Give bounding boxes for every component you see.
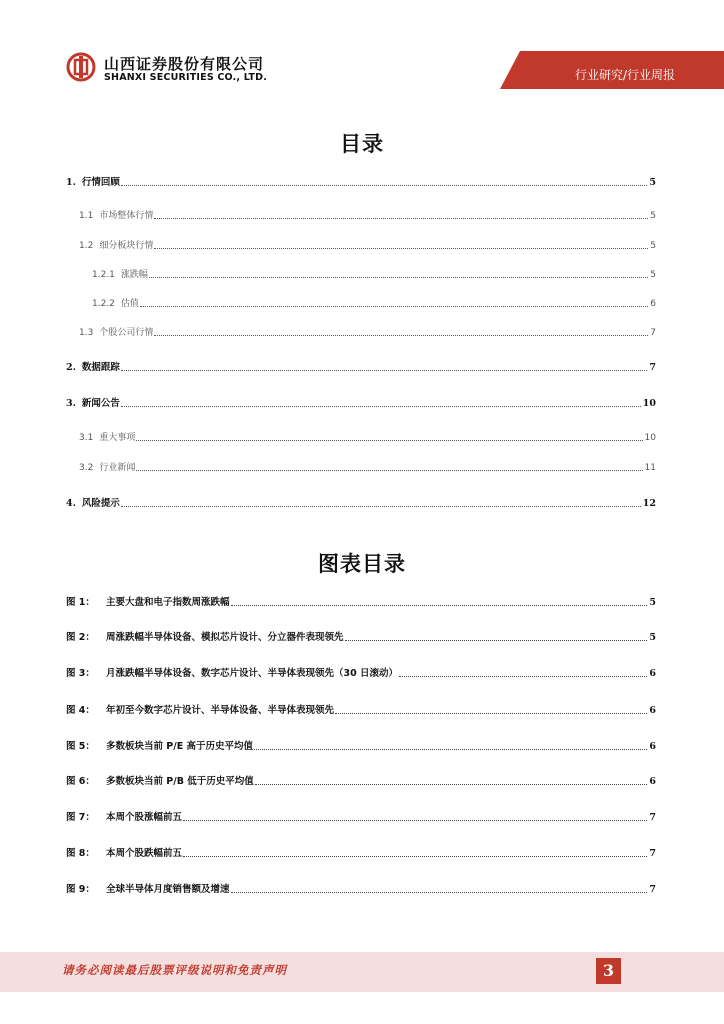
figure-page: 5	[649, 632, 656, 643]
toc-entry-number: 1.2.2	[92, 299, 115, 309]
toc-title: 目录	[340, 132, 384, 156]
toc-entry-number: 3.	[66, 398, 76, 409]
figure-number: 图 7：	[66, 812, 95, 823]
figures-toc-title: 图表目录	[318, 552, 406, 576]
toc-entry-label: 新闻公告	[81, 398, 120, 409]
figure-label: 本周个股跌幅前五	[106, 848, 183, 859]
page-number: 3	[596, 958, 621, 984]
toc-entry-label: 涨跌幅	[120, 270, 148, 280]
toc-entry[interactable]	[79, 430, 656, 444]
leader-dots	[231, 892, 648, 893]
toc-entry-label: 行业新闻	[99, 463, 136, 473]
toc-entry[interactable]	[79, 238, 656, 252]
toc-entry-number: 3.2	[79, 463, 94, 473]
figure-label: 多数板块当前 P/E 高于历史平均值	[106, 741, 254, 752]
toc-entry-number: 2.	[66, 362, 76, 373]
leader-dots	[255, 784, 648, 785]
leader-dots	[254, 749, 647, 750]
leader-dots	[140, 306, 648, 307]
toc-entry-page: 7	[649, 362, 656, 373]
leader-dots	[121, 370, 647, 371]
figure-number: 图 5：	[66, 741, 95, 752]
toc-entry-label: 个股公司行情	[99, 328, 154, 338]
toc-entry[interactable]	[79, 325, 656, 339]
toc-entry[interactable]	[92, 296, 656, 310]
company-name-en: SHANXI SECURITIES CO., LTD.	[104, 72, 268, 83]
report-type: 行业研究/行业周报	[574, 68, 675, 82]
leader-dots	[183, 820, 647, 821]
figure-label: 全球半导体月度销售额及增速	[106, 884, 230, 895]
toc-entry-page: 10	[642, 398, 656, 409]
toc-entry-number: 1.3	[79, 328, 94, 338]
leader-dots	[345, 640, 648, 641]
toc-entry-label: 数据跟踪	[81, 362, 120, 373]
figure-page: 6	[649, 668, 656, 679]
figure-page: 6	[649, 705, 656, 716]
toc-entry-page: 10	[644, 433, 656, 443]
figure-number: 图 8：	[66, 848, 95, 859]
toc-entry-label: 估值	[120, 299, 139, 309]
figure-page: 7	[649, 848, 656, 859]
figure-entry[interactable]	[66, 666, 656, 680]
toc-entry-label: 风险提示	[81, 498, 120, 509]
figure-label: 主要大盘和电子指数周涨跌幅	[106, 597, 230, 608]
leader-dots	[335, 713, 647, 714]
toc-entry[interactable]	[92, 267, 656, 281]
toc-entry[interactable]	[66, 360, 656, 374]
figure-number: 图 3：	[66, 668, 95, 679]
leader-dots	[154, 335, 648, 336]
toc-entry-label: 行情回顾	[81, 177, 120, 188]
toc-entry-page: 11	[644, 463, 656, 473]
figure-number: 图 4：	[66, 705, 95, 716]
figure-page: 7	[649, 884, 656, 895]
figure-number: 图 6：	[66, 776, 95, 787]
page-header	[0, 0, 724, 104]
figure-label: 年初至今数字芯片设计、半导体设备、半导体表现领先	[106, 705, 335, 716]
toc-entry[interactable]	[66, 175, 656, 189]
company-name-cn: 山西证券股份有限公司	[104, 55, 265, 73]
figure-entry[interactable]	[66, 810, 656, 824]
leader-dots	[399, 676, 647, 677]
toc-entry-page: 7	[650, 328, 656, 338]
toc-entry-number: 1.2	[79, 241, 94, 251]
toc-entry-number: 1.1	[79, 211, 94, 221]
toc-entry-number: 3.1	[79, 433, 94, 443]
toc-entry[interactable]	[79, 460, 656, 474]
toc-entry-label: 重大事项	[99, 433, 136, 443]
toc-entry-page: 5	[650, 270, 656, 280]
toc-entry-label: 市场整体行情	[99, 211, 154, 221]
figure-entry[interactable]	[66, 774, 656, 788]
shanxi-securities-logo-icon	[66, 52, 96, 82]
leader-dots	[154, 218, 648, 219]
toc-entry-number: 1.2.1	[92, 270, 115, 280]
figure-entry[interactable]	[66, 630, 656, 644]
figure-entry[interactable]	[66, 703, 656, 717]
leader-dots	[121, 406, 641, 407]
figure-label: 本周个股涨幅前五	[106, 812, 183, 823]
figure-page: 7	[649, 812, 656, 823]
toc-entry-label: 细分板块行情	[99, 241, 154, 251]
leader-dots	[154, 248, 648, 249]
figure-label: 多数板块当前 P/B 低于历史平均值	[106, 776, 254, 787]
figure-page: 6	[649, 776, 656, 787]
figure-number: 图 1：	[66, 597, 95, 608]
toc-entry[interactable]	[79, 208, 656, 222]
toc-entry-page: 5	[650, 211, 656, 221]
figure-label: 周涨跌幅半导体设备、模拟芯片设计、分立器件表现领先	[106, 632, 344, 643]
leader-dots	[121, 185, 647, 186]
figure-label: 月涨跌幅半导体设备、数字芯片设计、半导体表现领先（30 日滚动）	[106, 668, 399, 679]
figure-page: 5	[649, 597, 656, 608]
leader-dots	[136, 440, 642, 441]
toc-entry-page: 12	[642, 498, 656, 509]
toc-entry[interactable]	[66, 396, 656, 410]
toc-entry[interactable]	[66, 496, 656, 510]
figure-number: 图 2：	[66, 632, 95, 643]
figure-entry[interactable]	[66, 739, 656, 753]
toc-entry-number: 4.	[66, 498, 76, 509]
toc-entry-page: 5	[650, 241, 656, 251]
figure-page: 6	[649, 741, 656, 752]
figure-entry[interactable]	[66, 595, 656, 609]
toc-entry-page: 5	[649, 177, 656, 188]
leader-dots	[149, 277, 648, 278]
figure-number: 图 9：	[66, 884, 95, 895]
leader-dots	[231, 605, 648, 606]
leader-dots	[136, 470, 642, 471]
toc-entry-number: 1.	[66, 177, 76, 188]
leader-dots	[121, 506, 641, 507]
figure-entry[interactable]	[66, 882, 656, 896]
leader-dots	[183, 856, 647, 857]
disclaimer-notice: 请务必阅读最后股票评级说明和免责声明	[62, 963, 287, 977]
figure-entry[interactable]	[66, 846, 656, 860]
toc-entry-page: 6	[650, 299, 656, 309]
